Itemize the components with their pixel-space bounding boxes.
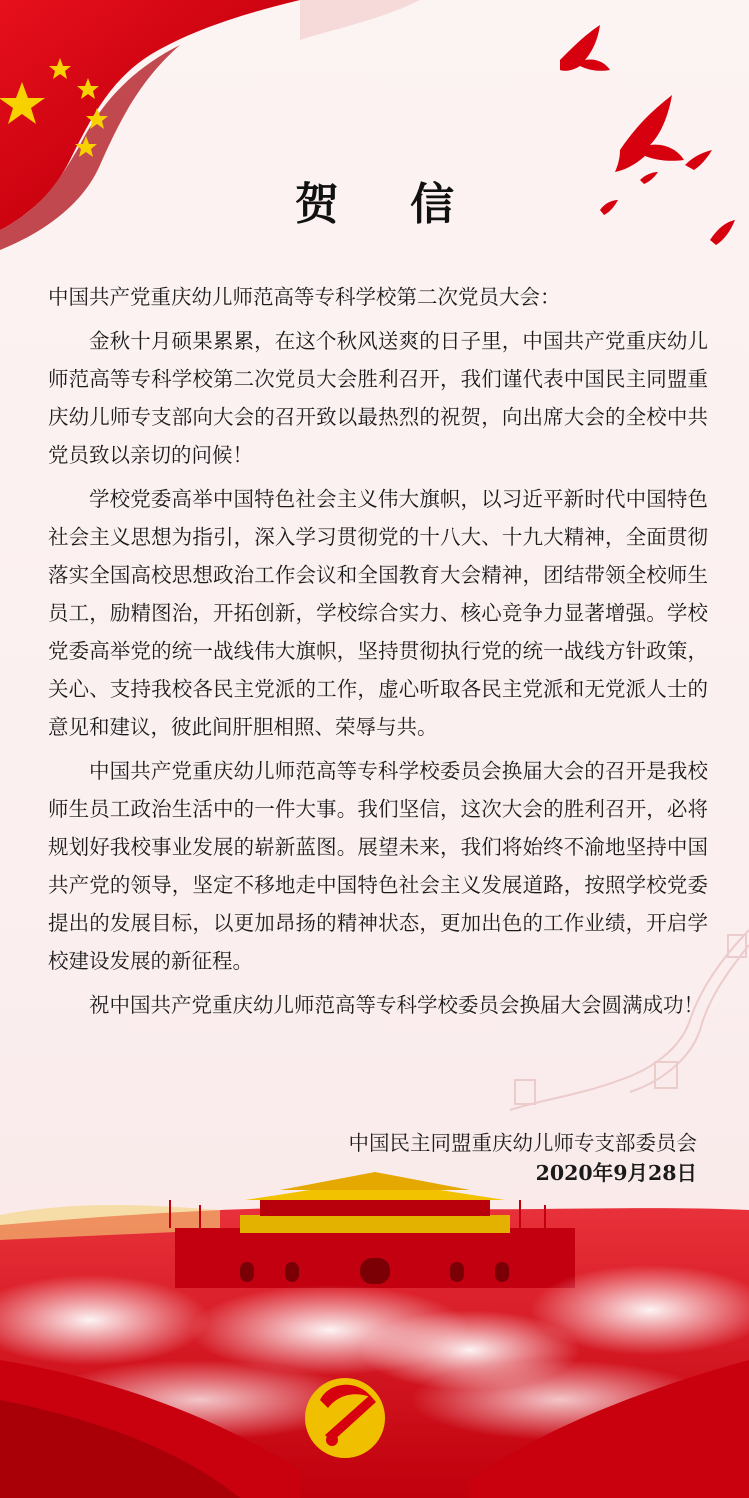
paragraph-3: 中国共产党重庆幼儿师范高等专科学校委员会换届大会的召开是我校师生员工政治生活中的一件大事。我们坚信，这次大会的胜利召开，必将规划好我校事业发展的崭新蓝图。展望未来，我们将始终不渝地坚持中国共产党的领导，坚定不移地走中国特色社会主义发展道路，按照学校党委提出的发展目标，以更加昂扬的精神状态，更加出色的工作业绩，开启学校建设发展的新征程。	[48, 759, 708, 973]
paragraph-1: 金秋十月硕果累累，在这个秋风送爽的日子里，中国共产党重庆幼儿师范高等专科学校第二次党员大会胜利召开，我们谨代表中国民主同盟重庆幼儿师专支部向大会的召开致以最热烈的祝贺，向出席大会的全校中共党员致以亲切的问候！	[48, 329, 708, 467]
letter-body	[48, 278, 708, 1024]
paragraph-2: 学校党委高举中国特色社会主义伟大旗帜，以习近平新时代中国特色社会主义思想为指引，深入学习贯彻党的十八大、十九大精神，全面贯彻落实全国高校思想政治工作会议和全国教育大会精神，团结带领全校师生员工，励精图治，开拓创新，学校综合实力、核心竞争力显著增强。学校党委高举党的统一战线伟大旗帜，坚持贯彻执行党的统一战线方针政策，关心、支持我校各民主党派的工作，虚心听取各民主党派和无党派人士的意见和建议，彼此间肝胆相照、荣辱与共。	[48, 487, 708, 739]
letter-title: 贺 信	[294, 179, 483, 230]
tiananmen-icon	[170, 1172, 575, 1288]
party-emblem-icon	[305, 1378, 385, 1458]
signature-block	[349, 1128, 698, 1188]
signature-date: 2020年9月28日	[535, 1161, 697, 1185]
signature-organization: 中国民主同盟重庆幼儿师专支部委员会	[348, 1131, 697, 1155]
paragraph-4: 祝中国共产党重庆幼儿师范高等专科学校委员会换届大会圆满成功！	[89, 993, 704, 1017]
salutation: 中国共产党重庆幼儿师范高等专科学校第二次党员大会：	[48, 285, 561, 309]
